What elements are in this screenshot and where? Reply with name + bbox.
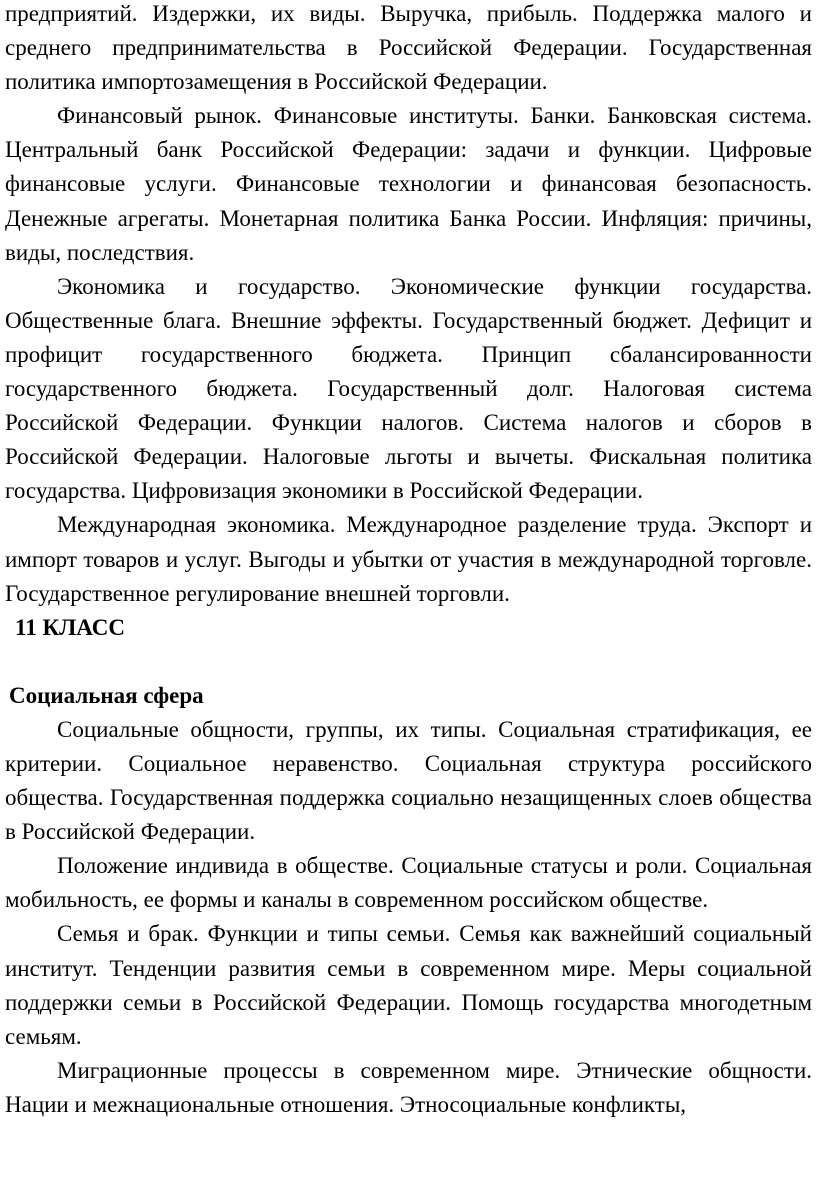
grade-heading: 11 КЛАСС — [15, 614, 125, 640]
document-page — [5, 0, 812, 1122]
paragraph-family-marriage: Семья и брак. Функции и типы семьи. Семья как важнейший социальный институт. Тенденции развития семьи в современном мире. Меры социальной поддержки семьи в Российской Федерации. Помощь государства многодетным семьям. — [5, 921, 812, 1049]
paragraph-migration: Миграционные процессы в современном мире. Этнические общности. Нации и межнациональные отношения. Этносоциальные конфликты, — [5, 1057, 812, 1117]
section-heading: Социальная сфера — [9, 682, 204, 708]
paragraph-social-communities: Социальные общности, группы, их типы. Социальная стратификация, ее критерии. Социальное неравенство. Социальная структура российского общества. Государственная поддержка социально незащищенных слоев общества в Российской Федерации. — [5, 716, 812, 845]
paragraph-financial-market: Финансовый рынок. Финансовые институты. Банки. Банковская система. Центральный банк Российской Федерации: задачи и функции. Цифровые финансовые услуги. Финансовые технологии и финансовая безопасность. Денежные агрегаты. Монетарная политика Банка России. Инфляция: причины, виды, последствия. — [5, 103, 812, 265]
paragraph-individual-position: Положение индивида в обществе. Социальные статусы и роли. Социальная мобильность, ее формы и каналы в современном российском обществе. — [5, 853, 812, 913]
paragraph-enterprises: предприятий. Издержки, их виды. Выручка, прибыль. Поддержка малого и среднего предпринимательства в Российской Федерации. Государственная политика импортозамещения в Российской Федерации. — [5, 1, 812, 95]
paragraph-international-economy: Международная экономика. Международное разделение труда. Экспорт и импорт товаров и услуг. Выгоды и убытки от участия в международной торговле. Государственное регулирование внешней торговли. — [5, 512, 812, 606]
paragraph-economy-and-state: Экономика и государство. Экономические функции государства. Общественные блага. Внешние эффекты. Государственный бюджет. Дефицит и профицит государственного бюджета. Принцип сбалансированности государственного бюджета. Государственный долг. Налоговая система Российской Федерации. Функции налогов. Система налогов и сборов в Российской Федерации. Налоговые льготы и вычеты. Фискальная политика государства. Цифровизация экономики в Российской Федерации. — [5, 273, 812, 504]
